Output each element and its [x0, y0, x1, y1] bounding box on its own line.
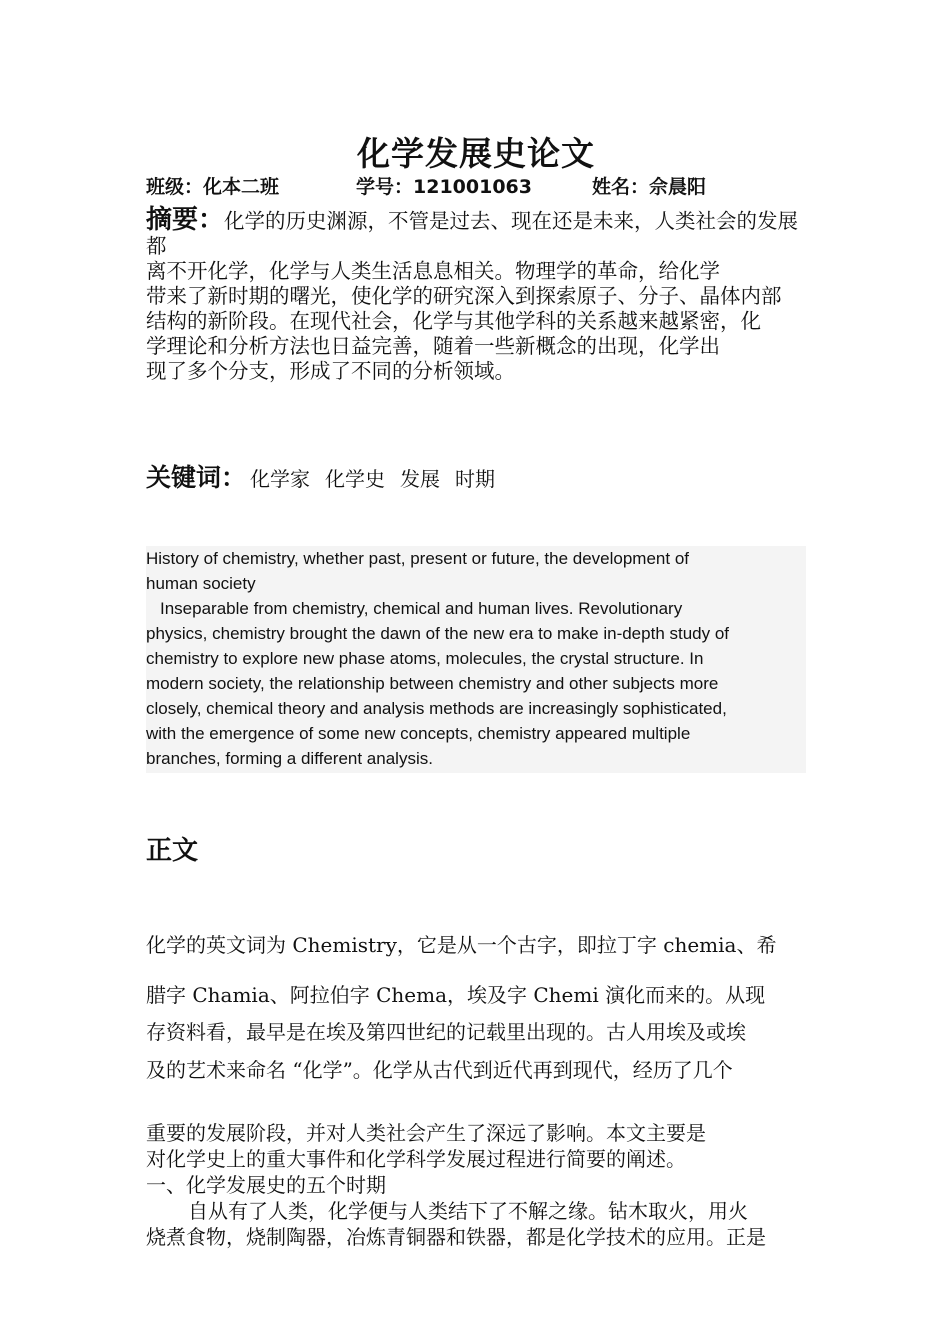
body-line: 化学的英文词为 Chemistry，它是从一个古字，即拉丁字 chemia、希 — [146, 933, 777, 957]
body-line: 腊字 Chamia、阿拉伯字 Chema，埃及字 Chemi 演化而来的。从现 — [146, 983, 766, 1007]
english-line: History of chemistry, whether past, present or future, the development of — [146, 549, 689, 568]
body-line: 重要的发展阶段，并对人类社会产生了深远了影响。本文主要是 — [146, 1121, 706, 1145]
class-info: 班级：化本二班 — [146, 176, 280, 198]
body-line: 存资料看，最早是在埃及第四世纪的记载里出现的。古人用埃及或埃 — [146, 1020, 746, 1044]
english-line: human society — [146, 574, 256, 593]
keywords-label: 关键词： — [146, 463, 247, 492]
abstract-line: 结构的新阶段。在现代社会，化学与其他学科的关系越来越紧密，化 — [146, 309, 761, 333]
student-id: 学号：121001063 — [356, 176, 532, 198]
abstract-label: 摘要： — [146, 205, 225, 235]
section-heading: 正文 — [146, 836, 199, 866]
english-line: with the emergence of some new concepts, chemistry appeared multiple — [146, 724, 691, 743]
english-abstract — [146, 546, 806, 773]
body-paragraph — [146, 928, 806, 1089]
abstract-line: 离不开化学，化学与人类生活息息相关。物理学的革命，给化学 — [146, 259, 720, 283]
keyword: 化学家 — [250, 467, 311, 491]
abstract-line: 现了多个分支，形成了不同的分析领域。 — [146, 359, 515, 383]
body-line: 烧煮食物，烧制陶器，冶炼青铜器和铁器，都是化学技术的应用。正是 — [146, 1225, 766, 1249]
student-name: 姓名：佘晨阳 — [592, 176, 707, 198]
abstract-line: 带来了新时期的曙光，使化学的研究深入到探索原子、分子、晶体内部 — [146, 284, 782, 308]
english-line: branches, forming a different analysis. — [146, 749, 433, 768]
english-line: physics, chemistry brought the dawn of the new era to make in-depth study of — [146, 624, 730, 643]
keyword: 化学史 — [325, 467, 386, 491]
abstract-line: 学理论和分析方法也日益完善，随着一些新概念的出现，化学出 — [146, 334, 720, 358]
keyword: 发展 — [400, 467, 441, 491]
author-info — [146, 172, 806, 202]
subheading: 一、化学发展史的五个时期 — [146, 1173, 386, 1197]
body-paragraph-2 — [146, 1120, 806, 1250]
body-line: 及的艺术来命名 “化学”。化学从古代到近代再到现代，经历了几个 — [146, 1058, 733, 1082]
english-line: Inseparable from chemistry, chemical and human lives. Revolutionary — [160, 599, 683, 618]
english-line: closely, chemical theory and analysis methods are increasingly sophisticated, — [146, 699, 727, 718]
abstract-line: 化学的历史渊源，不管是过去、现在还是未来，人类社会的发展 — [224, 209, 799, 233]
keywords-section — [146, 458, 806, 492]
body-line: 自从有了人类，化学便与人类结下了不解之缘。钻木取火，用火 — [188, 1199, 748, 1223]
english-line: chemistry to explore new phase atoms, molecules, the crystal structure. In — [146, 649, 704, 668]
english-line: modern society, the relationship between chemistry and other subjects more — [146, 674, 719, 693]
document-title: 化学发展史论文 — [357, 134, 595, 173]
abstract-line: 都 — [146, 234, 167, 258]
keyword: 时期 — [455, 467, 496, 491]
abstract-section — [146, 205, 806, 384]
body-line: 对化学史上的重大事件和化学科学发展过程进行简要的阐述。 — [146, 1147, 686, 1171]
